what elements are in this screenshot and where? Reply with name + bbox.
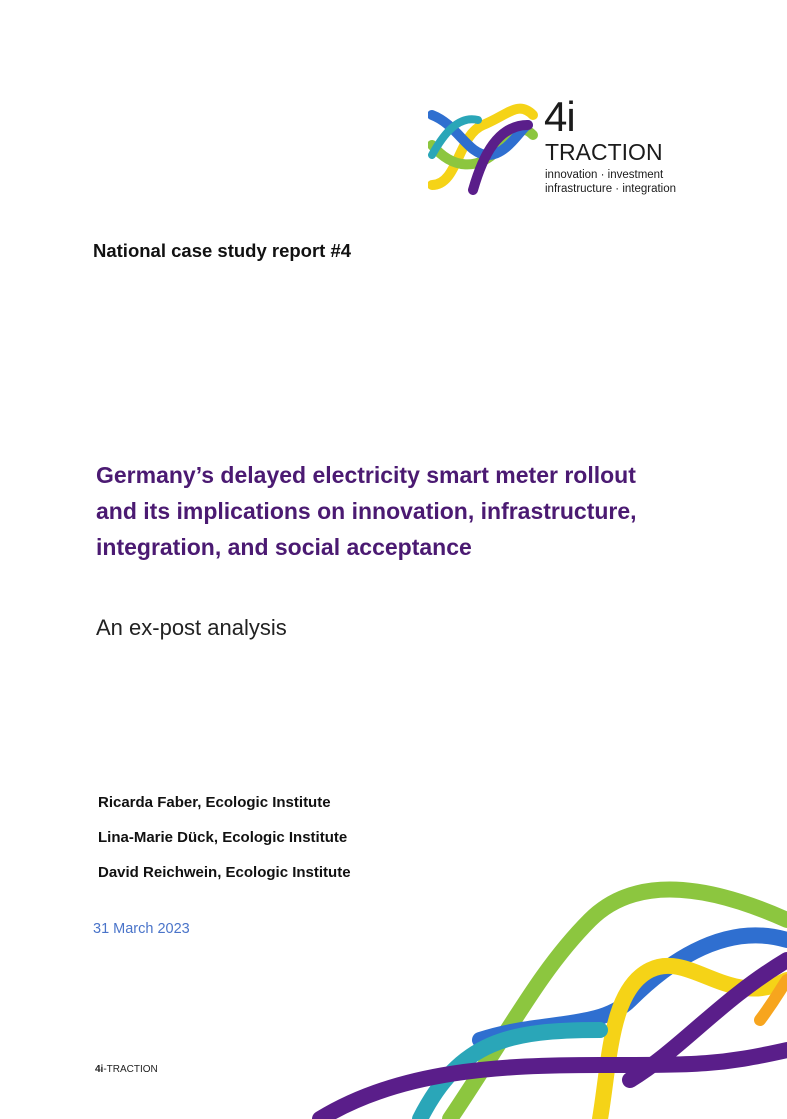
author-2: Lina-Marie Dück, Ecologic Institute [98, 829, 348, 846]
report-subtitle: An ex-post analysis [96, 615, 287, 640]
ribbon-logo-icon [428, 95, 538, 195]
author-1: Ricarda Faber, Ecologic Institute [98, 794, 331, 811]
decorative-ribbons-icon [300, 880, 787, 1119]
report-title: Germany’s delayed electricity smart meter rollout and its implications on innovation, infrastructure, integration, and social acceptance [96, 462, 637, 560]
footer-brand-bold: 4i [95, 1064, 104, 1075]
logo-name: 4i [544, 93, 575, 140]
logo-tagline-2: infrastructure · integration [545, 183, 677, 195]
logo-subname: TRACTION [545, 139, 663, 165]
report-date: 31 March 2023 [93, 921, 190, 937]
footer-brand [95, 1064, 158, 1075]
logo-tagline-1: innovation · investment [545, 169, 664, 181]
report-label: National case study report #4 [93, 240, 352, 261]
footer-brand-rest: -TRACTION [103, 1064, 158, 1075]
project-logo [428, 95, 708, 200]
author-3: David Reichwein, Ecologic Institute [98, 864, 351, 881]
